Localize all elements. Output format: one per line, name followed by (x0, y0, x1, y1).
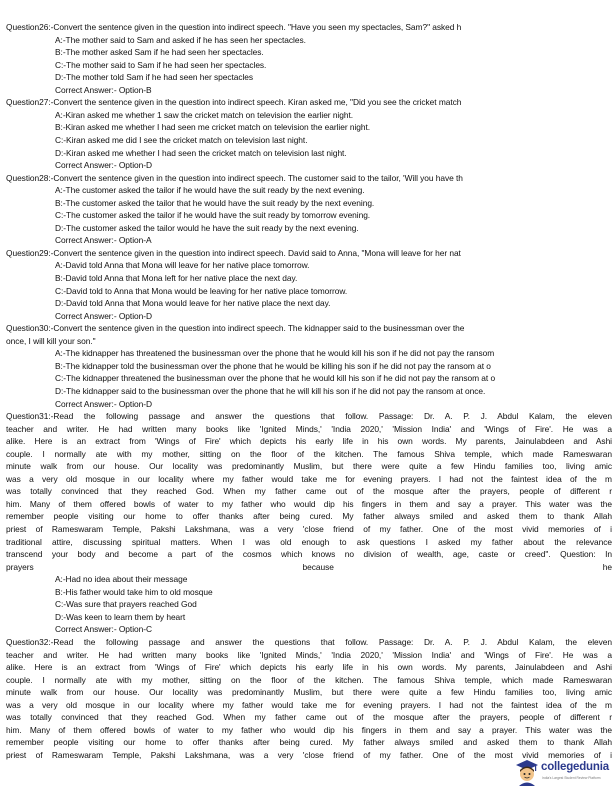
option-item: A:-Kiran asked me whether 1 saw the cricket match on television the earlier night. (55, 109, 354, 120)
passage-line: was a very old mosque in our locality where my father would take me for evening prayers. I had not the faintest idea of the m (6, 699, 612, 710)
passage-line: remember people visiting our home to offer thanks after being cured. My father always smiled and asked them to thank Allah (6, 737, 612, 748)
passage-line: minute walk from our house. Our locality was predominantly Muslim, but there were quite a few Hindu families too, living amic (6, 461, 612, 472)
passage-line: him. Many of them offered bowls of water to my father who would dip his fingers in them and say a prayer. This water was the (6, 498, 612, 509)
passage-line: prayers because he (6, 561, 612, 572)
option-item: C:-David told to Anna that Mona would be leaving for her native place tomorrow. (55, 285, 348, 296)
question-text: Question29:-Convert the sentence given in the question into indirect speech. David said to Anna, "Mona will leave for her nat (6, 247, 461, 258)
passage-line: minute walk from our house. Our locality was predominantly Muslim, but there were quite a few Hindu families too, living amic (6, 687, 612, 698)
option-item: B:-His father would take him to old mosque (55, 586, 213, 597)
passage-line: teacher and writer. He had written many books like 'Ignited Minds,' 'India 2020,' 'Mission India' and 'Wings of Fire'. He was a (6, 423, 612, 434)
correct-answer: Correct Answer:- Option-D (55, 310, 152, 321)
option-item: D:-The mother told Sam if he had seen her spectacles (55, 72, 254, 83)
option-item: C:-The kidnapper threatened the businessman over the phone that he would kill his son if he did not pay the ransom at o (55, 373, 496, 384)
passage-line: alike. Here is an extract from 'Wings of Fire' which depicts his early life in his own words. My parents, Jainulabdeen and Ashi (6, 662, 612, 673)
question-text: Question27:-Convert the sentence given in the question into indirect speech. Kiran asked me, "Did you see the cricket match (6, 97, 462, 108)
passage-line: couple. I normally ate with my mother, sitting on the floor of the kitchen. The famous Shiva temple, which made Rameswaran (6, 674, 612, 685)
option-item: A:-David told Anna that Mona will leave for her native place tomorrow. (55, 260, 310, 271)
passage-line: priest of Rameswaram Temple, Pakshi Lakshmana, was a very 'close friend of my father. One of the most vivid memories of i (6, 524, 612, 534)
passage-line: remember people visiting our home to offer thanks after being cured. My father always smiled and asked them to thank Allah (6, 511, 612, 522)
option-item: B:-The kidnapper told the businessman over the phone that he would be killing his son if he did not pay the ransom at o (55, 360, 491, 371)
option-item: A:-The kidnapper has threatened the businessman over the phone that he would kill his son if he did not pay the ransom (55, 348, 495, 359)
option-item: B:-Kiran asked me whether I had seen me cricket match on television the earlier night. (55, 122, 371, 133)
passage-line: transcend your body and become a part of the cosmos which knows no division of wealth, age, caste or creed". Question: In (6, 549, 612, 560)
option-item: B:-David told Anna that Mona left for her native place the next day. (55, 273, 298, 283)
graduate-mascot-icon (514, 758, 540, 786)
passage-line: teacher and writer. He had written many books like 'Ignited Minds,' 'India 2020,' 'Mission India' and 'Wings of Fire'. He was a (6, 649, 612, 660)
passage-line: was totally convinced that they reached God. When my father came out of the mosque after the prayers, people of different r (6, 712, 612, 723)
option-item: D:-Kiran asked me whether I had seen the cricket match on television last night. (55, 147, 347, 158)
option-item: B:-The mother asked Sam if he had seen her spectacles. (55, 47, 264, 58)
option-item: D:-David told Anna that Mona would leave for her native place the next day. (55, 298, 331, 309)
option-item: A:-The customer asked the tailor if he would have the suit ready by the next evening. (55, 185, 365, 196)
passage-line: alike. Here is an extract from 'Wings of Fire' which depicts his early life in his own words. My parents, Jainulabdeen and Ashi (6, 436, 612, 447)
option-item: C:-Kiran asked me did I see the cricket match on television last night. (55, 134, 308, 145)
brand-tagline: India's Largest Student Review Platform (542, 776, 601, 780)
passage-line: Question32:-Read the following passage and answer the questions that follow. Passage: Dr. A. P. J. Abdul Kalam, the eleven (6, 636, 612, 647)
correct-answer: Correct Answer:- Option-D (55, 398, 152, 409)
option-item: A:-Had no idea about their message (55, 574, 188, 585)
question-text-continued: once, I will kill your son." (6, 335, 96, 346)
correct-answer: Correct Answer:- Option-D (55, 160, 152, 171)
passage-line: was totally convinced that they reached God. When my father came out of the mosque after the prayers, people of different r (6, 486, 612, 497)
passage-line: him. Many of them offered bowls of water to my father who would dip his fingers in them and say a prayer. This water was the (6, 724, 612, 735)
option-item: A:-The mother said to Sam and asked if he has seen her spectacles. (55, 34, 306, 45)
question-text: Question26:-Convert the sentence given in the question into indirect speech. "Have you seen my spectacles, Sam?" asked h (6, 22, 462, 32)
passage-line: traditional attire, discussing spiritual matters. When I was old enough to ask questions I asked my father about the relevance (6, 536, 612, 547)
collegedunia-logo (514, 758, 612, 788)
passage-line: was a very old mosque in our locality where my father would take me for evening prayers. I had not the faintest idea of the m (6, 473, 612, 484)
option-item: D:-The customer asked the tailor would he have the suit ready by the next evening. (55, 222, 359, 233)
correct-answer: Correct Answer:- Option-A (55, 235, 152, 246)
passage-line: Question31:-Read the following passage and answer the questions that follow. Passage: Dr. A. P. J. Abdul Kalam, the eleven (6, 411, 612, 422)
option-item: D:-Was keen to learn them by heart (55, 611, 186, 622)
question-text: Question28:-Convert the sentence given in the question into indirect speech. The customer said to the tailor, 'Will you have th (6, 172, 463, 183)
option-item: C:-The customer asked the tailor if he would have the suit ready by tomorrow evening. (55, 210, 371, 221)
option-item: C:-The mother said to Sam if he had seen her spectacles. (55, 59, 267, 70)
passage-line: couple. I normally ate with my mother, sitting on the floor of the kitchen. The famous Shiva temple, which made Rameswaran (6, 448, 612, 459)
option-item: B:-The customer asked the tailor that he would have the suit ready by the next evening. (55, 197, 375, 208)
passage-line: priest of Rameswaram Temple, Pakshi Lakshmana, was a very 'close friend of my father. One of the most vivid memories of i (6, 749, 612, 760)
correct-answer: Correct Answer:- Option-C (55, 624, 152, 635)
option-item: C:-Was sure that prayers reached God (55, 599, 197, 610)
option-item: D:-The kidnapper said to the businessman over the phone that he will kill his son if he did not pay the ransom at once. (55, 385, 486, 396)
question-text: Question30:-Convert the sentence given in the question into indirect speech. The kidnapper said to the businessman over the (6, 323, 465, 334)
correct-answer: Correct Answer:- Option-B (55, 84, 152, 95)
brand-name: collegedunia (541, 761, 609, 773)
